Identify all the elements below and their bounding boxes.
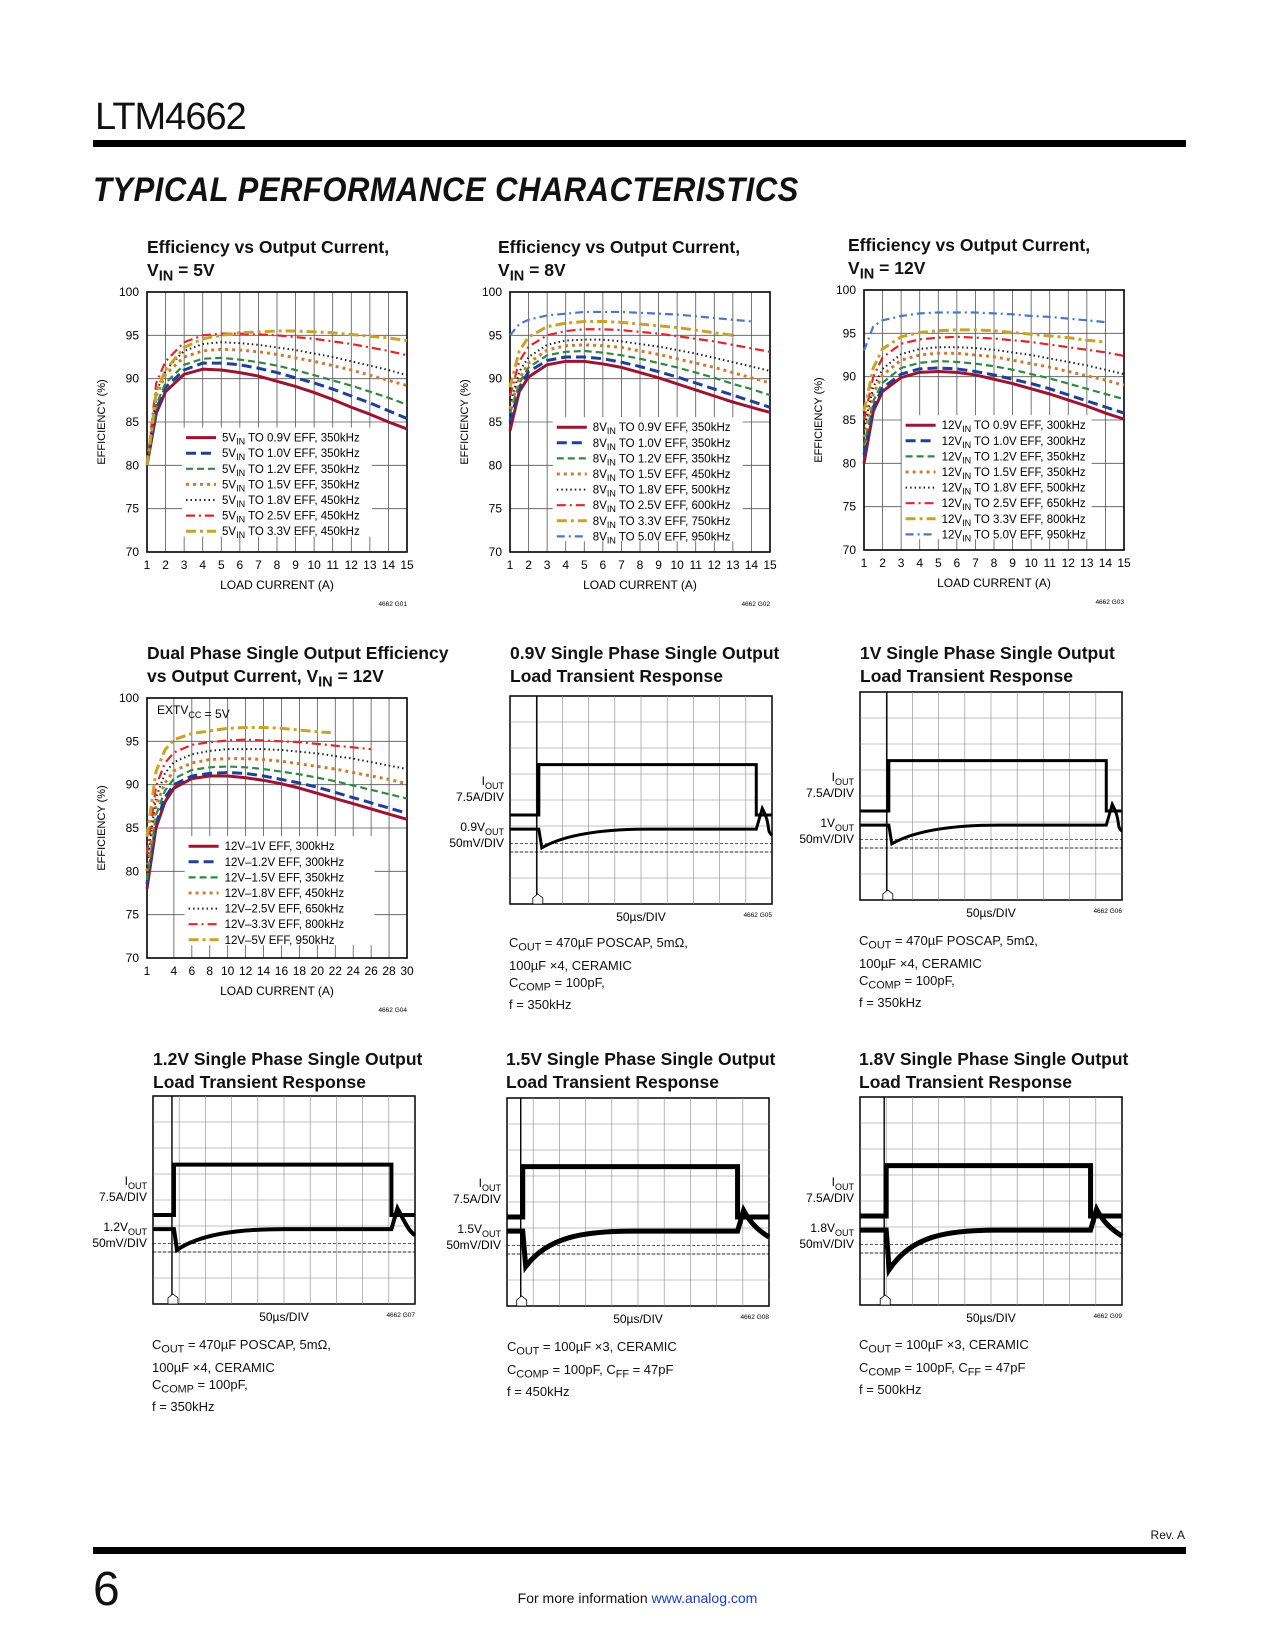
figure-code: 4662 G05 <box>743 912 772 919</box>
x-tick-label: 6 <box>599 558 607 572</box>
ch2-label: $1.2V_{OUT}$ <box>103 1220 147 1238</box>
footer-rule <box>93 1547 1186 1554</box>
legend-label: $12V_{IN}$ TO 1.8V EFF, 500kHz <box>941 482 1086 497</box>
y-tick-label: 80 <box>125 864 139 879</box>
legend-label: $8V_{IN}$ TO 1.2V EFF, 350kHz <box>592 453 731 468</box>
x-tick-label: 16 <box>274 964 289 978</box>
legend-label: $8V_{IN}$ TO 1.8V EFF, 500kHz <box>592 484 731 499</box>
scope-plot <box>790 684 1140 924</box>
timebase-label: 50µs/DIV <box>616 910 666 924</box>
x-tick-label: 15 <box>1117 556 1131 570</box>
ch1-scale: 7.5A/DIV <box>452 1192 501 1207</box>
y-tick-label: 75 <box>488 501 502 516</box>
legend-label: $8V_{IN}$ TO 0.9V EFF, 350kHz <box>592 422 731 437</box>
y-tick-label: 80 <box>842 456 856 471</box>
x-tick-label: 14 <box>381 558 396 572</box>
scope-title: 0.9V Single Phase Single Output Load Transient Response <box>510 643 780 686</box>
ch2-scale: 50mV/DIV <box>449 836 504 851</box>
x-tick-label: 3 <box>897 556 905 570</box>
legend-label: $8V_{IN}$ TO 2.5V EFF, 600kHz <box>592 500 731 515</box>
ch2-scale: 50mV/DIV <box>799 1237 854 1252</box>
scope-notes: $C_{OUT} = 100\mu F \times 3$, CERAMIC $C_{COMP} = 100pF$, $C_{FF} = 47pF$ f = 450kHz <box>507 1339 677 1400</box>
scope-title: 1.8V Single Phase Single Output Load Transient Response <box>859 1049 1129 1092</box>
scope-title: 1V Single Phase Single Output Load Transient Response <box>860 643 1115 686</box>
chart-title: Efficiency vs Output Current, $V_{IN} = 8V$ <box>498 237 741 285</box>
legend-label: $5V_{IN}$ TO 1.0V EFF, 350kHz <box>222 448 360 463</box>
figure-code: 4662 G02 <box>741 601 770 608</box>
scope-plot <box>83 1088 433 1328</box>
x-tick-label: 9 <box>1009 556 1016 570</box>
x-tick-label: 15 <box>400 558 414 572</box>
x-tick-label: 11 <box>689 558 702 572</box>
legend-label: 12V–5V EFF, 950kHz <box>224 934 335 947</box>
timebase-label: 50µs/DIV <box>613 1312 663 1326</box>
y-tick-label: 70 <box>842 543 856 557</box>
x-tick-label: 10 <box>670 558 684 572</box>
ch2-label: $1.5V_{OUT}$ <box>457 1222 501 1240</box>
legend-label: $12V_{IN}$ TO 3.3V EFF, 800kHz <box>941 513 1086 528</box>
x-tick-label: 18 <box>292 964 307 978</box>
efficiency-chart <box>95 282 455 662</box>
footer-more-info <box>0 1590 1275 1606</box>
chart-title: Efficiency vs Output Current, $V_{IN} = 5V$ <box>147 237 390 285</box>
y-tick-label: 80 <box>488 458 502 473</box>
figure-code: 4662 G09 <box>1093 1313 1122 1320</box>
x-tick-label: 13 <box>363 558 377 572</box>
y-tick-label: 85 <box>125 415 139 429</box>
scope-g05 <box>440 640 800 1040</box>
x-tick-label: 10 <box>221 964 235 978</box>
x-axis-label: LOAD CURRENT (A) <box>937 576 1051 590</box>
chart-g01 <box>95 234 455 634</box>
ch1-label: $I_{OUT}$ <box>478 1176 501 1194</box>
ch2-scale: 50mV/DIV <box>92 1236 147 1251</box>
scope-title: 1.2V Single Phase Single Output Load Transient Response <box>153 1049 423 1092</box>
x-tick-label: 14 <box>256 964 271 978</box>
y-tick-label: 100 <box>835 283 856 297</box>
ch1-scale: 7.5A/DIV <box>98 1190 147 1205</box>
legend-label: $5V_{IN}$ TO 1.8V EFF, 450kHz <box>222 495 360 509</box>
legend-label: 12V–3.3V EFF, 800kHz <box>224 919 345 932</box>
x-tick-label: 8 <box>636 558 644 572</box>
x-tick-label: 12 <box>1061 556 1075 570</box>
ch1-label: $I_{OUT}$ <box>831 770 854 788</box>
y-tick-label: 90 <box>125 777 139 792</box>
ch1-scale: 7.5A/DIV <box>455 790 504 805</box>
x-tick-label: 12 <box>707 558 721 572</box>
x-tick-label: 11 <box>1043 556 1056 570</box>
figure-code: 4662 G06 <box>1093 908 1122 915</box>
x-axis-label: LOAD CURRENT (A) <box>220 984 334 998</box>
x-tick-label: 10 <box>1024 556 1038 570</box>
x-tick-label: 13 <box>726 558 740 572</box>
chart-title: Dual Phase Single Output Efficiency vs Output Current, $V_{IN} = 12V$ <box>147 643 449 691</box>
x-tick-label: 4 <box>170 964 178 978</box>
x-tick-label: 10 <box>307 558 321 572</box>
x-tick-label: 5 <box>580 558 588 572</box>
x-tick-label: 1 <box>143 558 151 572</box>
legend-label: 12V–1.8V EFF, 450kHz <box>224 888 345 900</box>
x-tick-label: 14 <box>1098 556 1113 570</box>
scope-g06 <box>790 640 1150 1040</box>
x-axis-label: LOAD CURRENT (A) <box>583 578 697 592</box>
x-tick-label: 2 <box>879 556 886 570</box>
legend-label: 12V–1V EFF, 300kHz <box>224 841 335 854</box>
footer-text: For more information <box>517 1590 648 1606</box>
x-tick-label: 11 <box>326 558 339 572</box>
scope-g08 <box>437 1046 797 1446</box>
chart-g03 <box>812 232 1172 632</box>
x-tick-label: 4 <box>199 558 207 572</box>
x-tick-label: 1 <box>860 556 868 570</box>
figure-code: 4662 G03 <box>1095 599 1124 606</box>
x-tick-label: 8 <box>206 964 214 978</box>
y-tick-label: 85 <box>488 415 502 429</box>
x-tick-label: 26 <box>364 964 378 978</box>
footer-link[interactable]: www.analog.com <box>651 1590 758 1606</box>
x-tick-label: 4 <box>562 558 570 572</box>
chart-g04 <box>95 640 455 1040</box>
y-tick-label: 100 <box>118 285 139 299</box>
scope-title: 1.5V Single Phase Single Output Load Transient Response <box>506 1049 776 1092</box>
figure-code: 4662 G01 <box>378 601 407 608</box>
legend-label: 12V–1.5V EFF, 350kHz <box>224 872 345 885</box>
x-tick-label: 1 <box>506 558 514 572</box>
figure-code: 4662 G04 <box>378 1007 407 1014</box>
ch1-scale: 7.5A/DIV <box>805 1191 854 1206</box>
y-axis-label: EFFICIENCY (%) <box>459 379 471 465</box>
x-tick-label: 15 <box>763 558 777 572</box>
x-tick-label: 8 <box>990 556 998 570</box>
y-axis-label: EFFICIENCY (%) <box>813 377 825 463</box>
scope-plot <box>440 688 790 928</box>
ch1-scale: 7.5A/DIV <box>805 786 854 801</box>
legend-label: $8V_{IN}$ TO 1.0V EFF, 350kHz <box>592 437 731 452</box>
legend-label: $5V_{IN}$ TO 1.5V EFF, 350kHz <box>222 479 360 494</box>
y-tick-label: 95 <box>125 734 139 749</box>
y-tick-label: 90 <box>125 371 139 386</box>
ch2-label: $1.8V_{OUT}$ <box>810 1221 854 1239</box>
y-tick-label: 95 <box>125 328 139 343</box>
ch2-scale: 50mV/DIV <box>446 1238 501 1253</box>
y-tick-label: 75 <box>125 501 139 516</box>
y-tick-label: 95 <box>842 326 856 341</box>
legend-label: $12V_{IN}$ TO 2.5V EFF, 650kHz <box>941 498 1086 513</box>
efficiency-chart <box>458 282 818 662</box>
legend-label: $5V_{IN}$ TO 3.3V EFF, 450kHz <box>222 526 360 541</box>
scope-g07 <box>83 1046 443 1446</box>
ch1-label: $I_{OUT}$ <box>124 1174 147 1192</box>
scope-notes: $C_{OUT} = 470\mu F$ POSCAP, 5mΩ, 100µF ×4, CERAMIC $C_{COMP} = 100pF$, f = 350kHz <box>152 1337 331 1415</box>
x-tick-label: 9 <box>292 558 299 572</box>
y-tick-label: 70 <box>488 545 502 559</box>
page-number: 6 <box>93 1563 120 1616</box>
x-tick-label: 9 <box>655 558 662 572</box>
legend-label: $8V_{IN}$ TO 5.0V EFF, 950kHz <box>592 531 731 546</box>
legend-label: 12V–2.5V EFF, 650kHz <box>224 903 345 916</box>
header-rule <box>93 140 1186 147</box>
x-tick-label: 4 <box>916 556 924 570</box>
ch1-label: $I_{OUT}$ <box>481 774 504 792</box>
legend-label: $12V_{IN}$ TO 1.2V EFF, 350kHz <box>941 451 1086 466</box>
legend-label: $8V_{IN}$ TO 1.5V EFF, 450kHz <box>592 469 731 483</box>
timebase-label: 50µs/DIV <box>966 906 1016 920</box>
legend-label: $12V_{IN}$ TO 1.0V EFF, 300kHz <box>941 435 1086 450</box>
revision-label: Rev. A <box>1150 1528 1185 1542</box>
x-tick-label: 13 <box>1080 556 1094 570</box>
y-tick-label: 100 <box>118 691 139 705</box>
y-tick-label: 70 <box>125 951 139 965</box>
y-axis-label: EFFICIENCY (%) <box>96 379 108 465</box>
figure-code: 4662 G08 <box>740 1314 769 1321</box>
scope-notes: $C_{OUT} = 470\mu F$ POSCAP, 5mΩ, 100µF ×4, CERAMIC $C_{COMP} = 100pF$, f = 350kHz <box>859 933 1038 1011</box>
x-tick-label: 12 <box>238 964 253 978</box>
y-tick-label: 70 <box>125 545 139 559</box>
scope-notes: $C_{OUT} = 470\mu F$ POSCAP, 5mΩ, 100µF ×4, CERAMIC $C_{COMP} = 100pF$, f = 350kHz <box>509 935 688 1013</box>
y-tick-label: 90 <box>842 369 856 384</box>
x-tick-label: 22 <box>328 964 342 978</box>
timebase-label: 50µs/DIV <box>259 1310 309 1324</box>
y-tick-label: 80 <box>125 458 139 473</box>
ch2-label: $1V_{OUT}$ <box>820 816 854 834</box>
x-tick-label: 5 <box>217 558 225 572</box>
section-heading: TYPICAL PERFORMANCE CHARACTERISTICS <box>93 170 799 209</box>
ch2-scale: 50mV/DIV <box>799 832 854 847</box>
x-tick-label: 30 <box>400 964 414 978</box>
part-number: LTM4662 <box>95 96 246 138</box>
x-tick-label: 5 <box>934 556 942 570</box>
ch1-label: $I_{OUT}$ <box>831 1175 854 1193</box>
x-tick-label: 3 <box>180 558 188 572</box>
legend-label: 12V–1.2V EFF, 300kHz <box>224 856 345 869</box>
x-axis-label: LOAD CURRENT (A) <box>220 578 334 592</box>
y-tick-label: 100 <box>481 285 502 299</box>
scope-g09 <box>790 1046 1150 1446</box>
y-tick-label: 85 <box>842 413 856 427</box>
scope-plot <box>790 1089 1140 1329</box>
ch2-label: $0.9V_{OUT}$ <box>460 820 504 838</box>
legend-label: $12V_{IN}$ TO 0.9V EFF, 300kHz <box>941 420 1086 435</box>
series-line <box>147 727 331 836</box>
chart-annotation: $EXTV_{CC} = 5V$ <box>157 703 230 721</box>
x-tick-label: 7 <box>618 558 625 572</box>
x-tick-label: 7 <box>972 556 979 570</box>
legend-label: $12V_{IN}$ TO 1.5V EFF, 350kHz <box>941 467 1086 481</box>
legend-label: $8V_{IN}$ TO 3.3V EFF, 750kHz <box>592 515 731 530</box>
x-tick-label: 12 <box>344 558 358 572</box>
y-tick-label: 85 <box>125 821 139 835</box>
x-tick-label: 7 <box>255 558 262 572</box>
chart-title: Efficiency vs Output Current, $V_{IN} = 12V$ <box>848 235 1091 283</box>
x-tick-label: 24 <box>346 964 360 978</box>
legend-label: $12V_{IN}$ TO 5.0V EFF, 950kHz <box>941 529 1086 544</box>
x-tick-label: 1 <box>143 964 151 978</box>
x-tick-label: 20 <box>310 964 325 978</box>
y-tick-label: 75 <box>842 499 856 514</box>
y-tick-label: 95 <box>488 328 502 343</box>
y-tick-label: 75 <box>125 907 139 922</box>
x-tick-label: 28 <box>382 964 396 978</box>
efficiency-chart <box>95 688 455 1068</box>
x-tick-label: 2 <box>162 558 169 572</box>
legend-label: $5V_{IN}$ TO 0.9V EFF, 350kHz <box>222 432 360 447</box>
x-tick-label: 14 <box>744 558 759 572</box>
efficiency-chart <box>812 280 1172 660</box>
scope-plot <box>437 1090 787 1330</box>
chart-g02 <box>458 234 818 634</box>
timebase-label: 50µs/DIV <box>966 1311 1016 1325</box>
x-tick-label: 8 <box>273 558 281 572</box>
y-axis-label: EFFICIENCY (%) <box>96 785 108 871</box>
x-tick-label: 3 <box>543 558 551 572</box>
legend-label: $5V_{IN}$ TO 2.5V EFF, 450kHz <box>222 510 360 525</box>
scope-notes: $C_{OUT} = 100\mu F \times 3$, CERAMIC $C_{COMP} = 100pF$, $C_{FF} = 47pF$ f = 500kHz <box>859 1337 1029 1398</box>
x-tick-label: 2 <box>525 558 532 572</box>
figure-code: 4662 G07 <box>386 1312 415 1319</box>
x-tick-label: 6 <box>188 964 196 978</box>
y-tick-label: 90 <box>488 371 502 386</box>
x-tick-label: 6 <box>953 556 961 570</box>
legend-label: $5V_{IN}$ TO 1.2V EFF, 350kHz <box>222 463 360 478</box>
x-tick-label: 6 <box>236 558 244 572</box>
